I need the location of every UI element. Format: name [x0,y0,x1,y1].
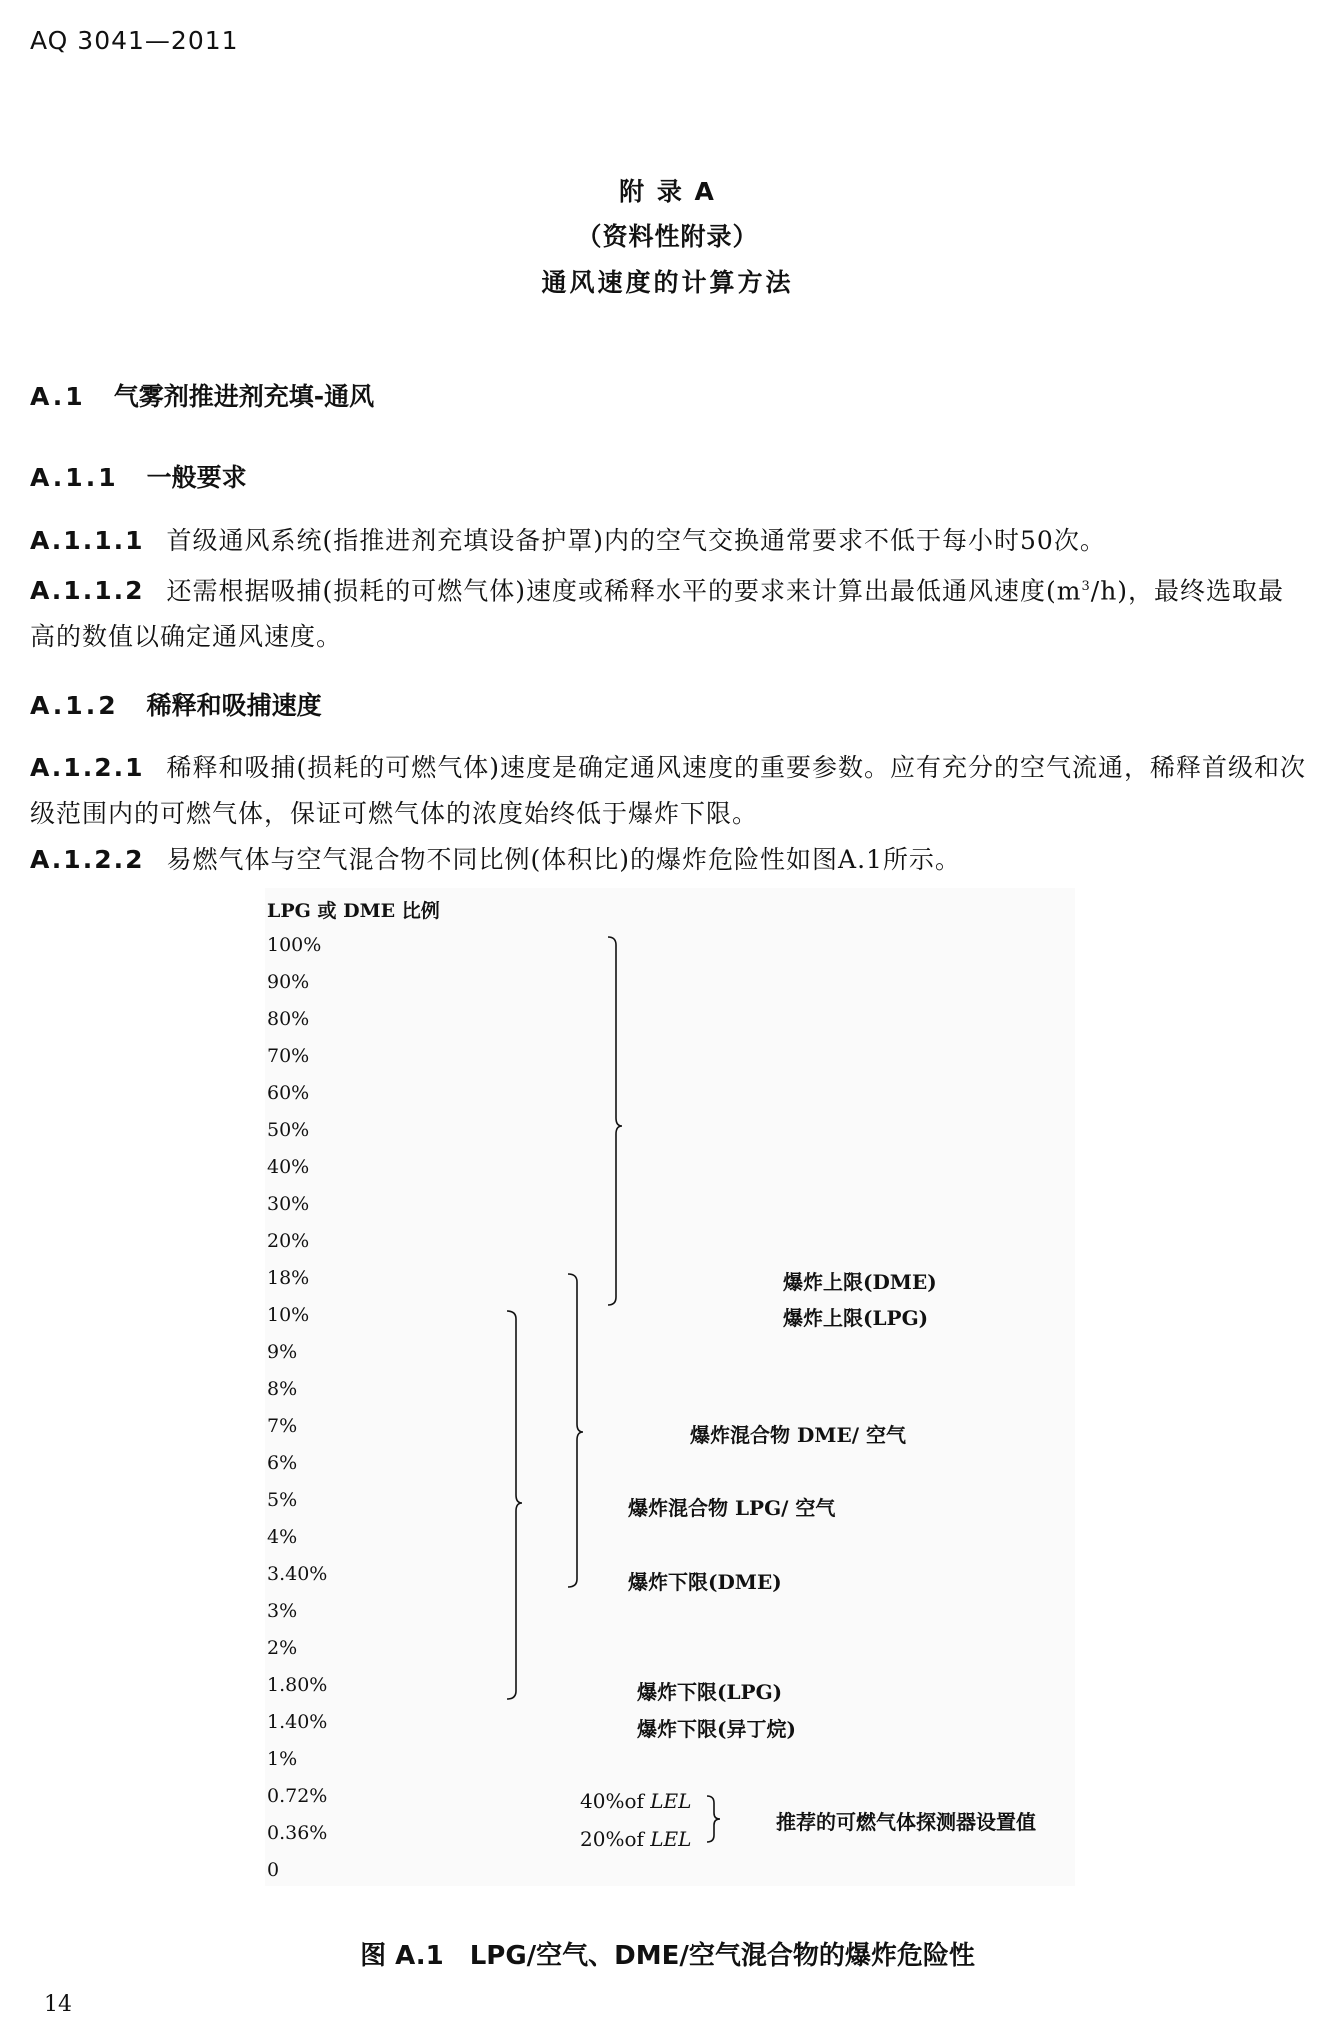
clause-number: A.1.1.2 [30,576,145,606]
annotation-lel-isobutane: 爆炸下限(异丁烷) [637,1717,796,1741]
section-number: A.1 [30,382,86,411]
clause-text: 稀释和吸捕(损耗的可燃气体)速度是确定通风速度的重要参数。应有充分的空气流通，稀释首级和次级范围内的可燃气体，保证可燃气体的浓度始终低于爆炸下限。 [30,753,1307,828]
level-label: 8% [267,1378,298,1400]
clause-text: 还需根据吸捕(损耗的可燃气体)速度或稀释水平的要求来计算出最低通风速度(m [166,576,1082,606]
annotation-lel-20 [580,1827,691,1851]
annotation-lel-lpg: 爆炸下限(LPG) [637,1680,783,1704]
figure-caption: 图 A.1 LPG/空气、DME/空气混合物的爆炸危险性 [360,1941,975,1971]
level-label: 1% [267,1748,298,1770]
level-label: 60% [267,1082,310,1104]
clause-a121 [30,745,1310,837]
appendix-heading: 通风速度的计算方法 [541,268,794,297]
level-label: 90% [267,971,310,993]
level-label: 40% [267,1156,310,1178]
clause-text: 首级通风系统(指推进剂充填设备护罩)内的空气交换通常要求不低于每小时50次。 [166,526,1106,555]
level-label: 50% [267,1119,310,1141]
clause-number: A.1.1.1 [30,526,145,555]
level-label: 30% [267,1193,310,1215]
level-label: 2% [267,1637,298,1659]
lel-40-word: LEL [650,1789,692,1813]
section-number: A.1.1 [30,463,119,492]
level-label: 10% [267,1304,310,1326]
level-label: 4% [267,1526,298,1548]
level-label: 0.36% [267,1822,328,1844]
level-label: 3% [267,1600,298,1622]
figure-y-heading: LPG 或 DME 比例 [267,900,440,922]
annotation-uel-dme: 爆炸上限(DME) [783,1270,937,1294]
annotation-lel-40 [580,1789,691,1813]
page-number: 14 [44,1992,72,2017]
level-label: 80% [267,1008,310,1030]
level-label: 5% [267,1489,298,1511]
clause-a112 [30,564,1310,660]
lel-20-word: LEL [650,1827,692,1851]
clause-text-cont: /h)，最终选取最高的数值以确定通风速度。 [30,576,1285,652]
level-label: 3.40% [267,1563,328,1585]
clause-number: A.1.2.2 [30,845,145,874]
level-label: 100% [267,934,322,956]
level-label: 0 [267,1859,280,1881]
level-label: 7% [267,1415,298,1437]
annotation-mix-lpg: 爆炸混合物 LPG/ 空气 [628,1496,836,1520]
section-title: 气雾剂推进剂充填-通风 [113,382,375,411]
section-a11 [30,458,247,494]
level-label: 70% [267,1045,310,1067]
section-title: 稀释和吸捕速度 [146,691,322,720]
section-a1 [30,377,374,413]
annotation-mix-dme: 爆炸混合物 DME/ 空气 [690,1423,906,1447]
section-a12 [30,686,322,722]
section-title: 一般要求 [146,463,247,492]
lel-40-prefix: 40%of [580,1789,644,1813]
level-label: 1.80% [267,1674,328,1696]
lel-20-prefix: 20%of [580,1827,644,1851]
clause-a111 [30,518,1310,564]
level-label: 1.40% [267,1711,328,1733]
level-label: 9% [267,1341,298,1363]
level-label: 6% [267,1452,298,1474]
level-label: 18% [267,1267,310,1289]
annotation-uel-lpg: 爆炸上限(LPG) [783,1306,929,1330]
appendix-title: 附 录 A [619,177,716,206]
annotation-lel-dme: 爆炸下限(DME) [628,1570,782,1594]
clause-number: A.1.2.1 [30,753,145,782]
section-number: A.1.2 [30,691,119,720]
appendix-subtitle: （资料性附录） [576,222,759,251]
clause-text: 易燃气体与空气混合物不同比例(体积比)的爆炸危险性如图A.1所示。 [166,845,961,874]
annotation-detector: 推荐的可燃气体探测器设置值 [776,1810,1036,1834]
level-label: 0.72% [267,1785,328,1807]
document-header: AQ 3041—2011 [30,26,239,55]
level-label: 20% [267,1230,310,1252]
superscript: 3 [1081,579,1091,594]
clause-a122 [30,837,1310,883]
